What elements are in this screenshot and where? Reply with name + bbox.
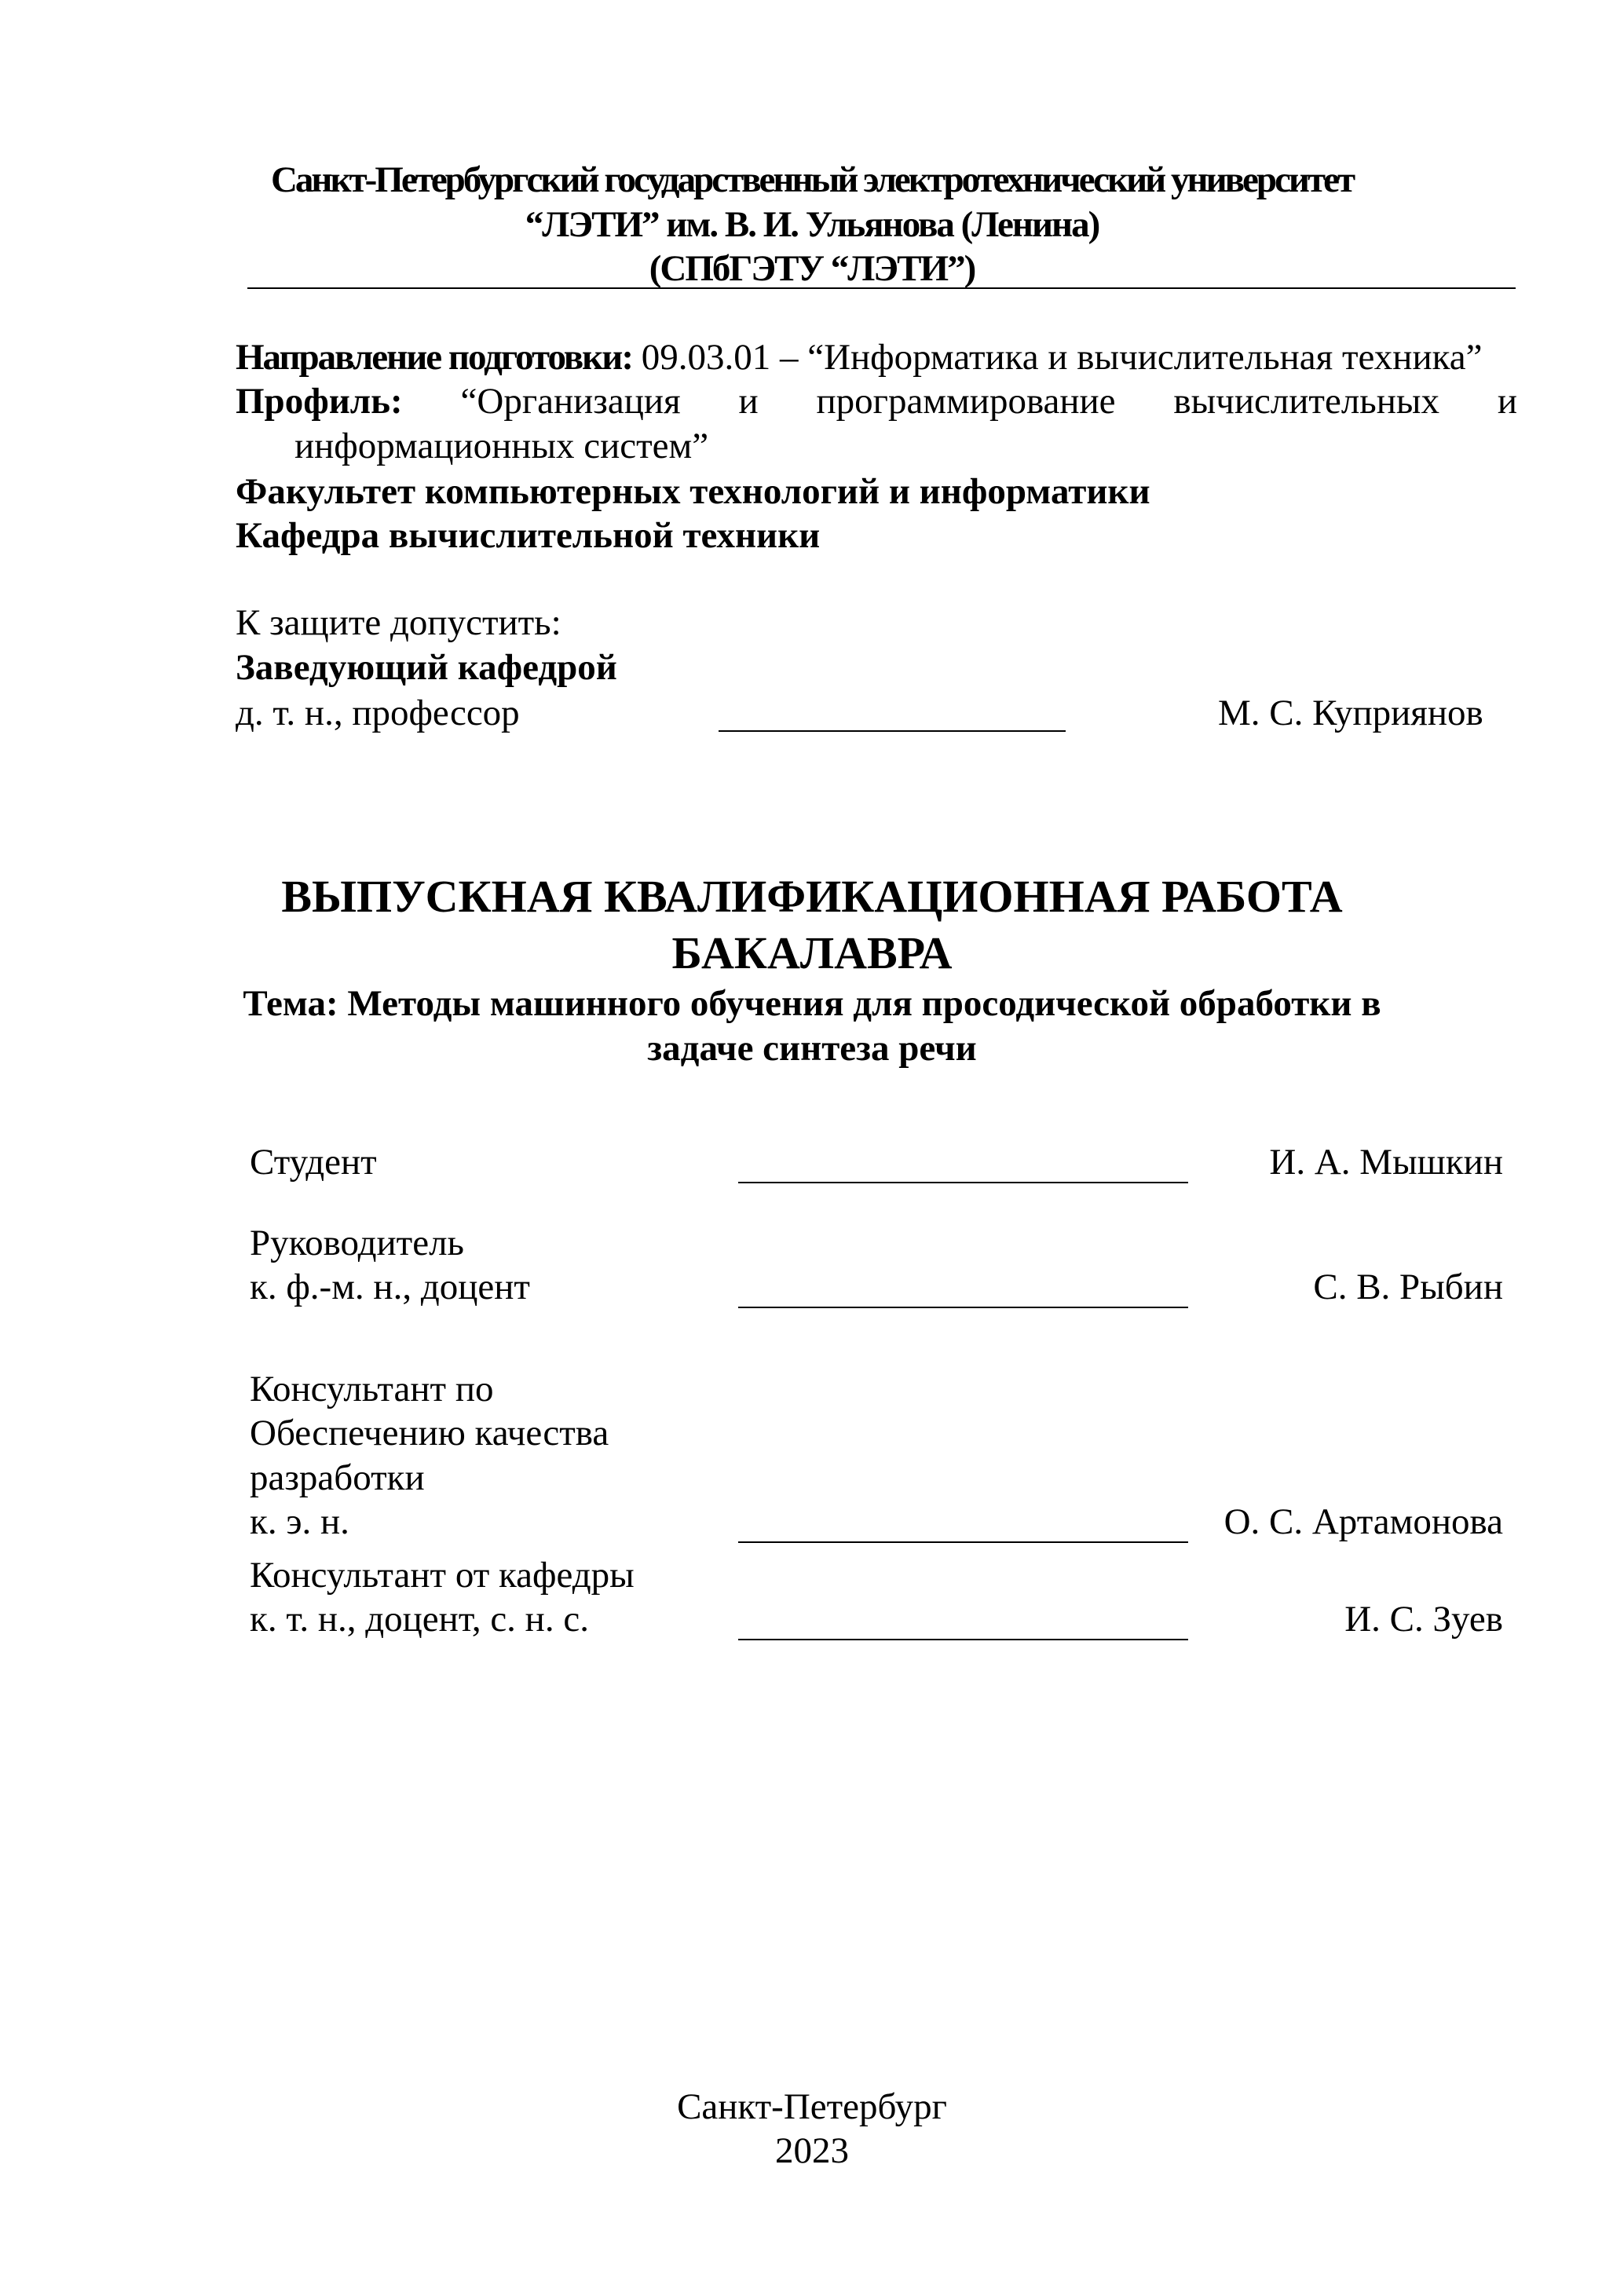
topic-line1: Тема: Методы машинного обучения для просодической обработки в [243, 983, 1381, 1024]
student-name: И. А. Мышкин [1269, 1142, 1503, 1183]
qa-role-line1: Консультант по [250, 1369, 494, 1409]
profile-continuation: информационных систем” [294, 426, 709, 466]
direction-label: Направление подготовки: [236, 337, 632, 378]
supervisor-name: С. В. Рыбин [1313, 1267, 1503, 1307]
header-divider [247, 287, 1516, 289]
profile-word: программирование [816, 381, 1116, 422]
profile-word: “Организация [460, 381, 681, 422]
head-signature-line [719, 730, 1066, 732]
year: 2023 [775, 2130, 849, 2171]
direction-value: 09.03.01 – “Информатика и вычислительная техника” [641, 337, 1483, 378]
qa-name: О. С. Артамонова [1223, 1501, 1503, 1542]
student-signature-line [738, 1182, 1188, 1183]
university-abbr: (СПбГЭТУ “ЛЭТИ”) [649, 248, 975, 289]
dept-consultant-role: Консультант от кафедры [250, 1555, 635, 1596]
city: Санкт-Петербург [677, 2086, 947, 2127]
admit-text: К защите допустить: [236, 602, 561, 643]
dept-consultant-degree: к. т. н., доцент, с. н. с. [250, 1599, 589, 1640]
head-name: М. С. Куприянов [1218, 693, 1483, 733]
work-title-line1: ВЫПУСКНАЯ КВАЛИФИКАЦИОННАЯ РАБОТА [281, 871, 1343, 922]
university-named: “ЛЭТИ” им. В. И. Ульянова (Ленина) [525, 204, 1099, 245]
head-role: Заведующий кафедрой [236, 647, 617, 688]
qa-role-line2: Обеспечению качества [250, 1413, 609, 1453]
supervisor-role: Руководитель [250, 1223, 464, 1263]
work-title-line2: БАКАЛАВРА [671, 927, 953, 978]
faculty: Факультет компьютерных технологий и информатики [236, 471, 1150, 512]
dept-consultant-name: И. С. Зуев [1344, 1599, 1503, 1640]
supervisor-degree: к. ф.-м. н., доцент [250, 1267, 530, 1307]
direction-line [236, 335, 1482, 379]
qa-degree: к. э. н. [250, 1501, 349, 1542]
qa-signature-line [738, 1541, 1188, 1543]
department: Кафедра вычислительной техники [236, 515, 821, 556]
profile-label: Профиль: [236, 381, 403, 422]
profile-word: и [738, 381, 759, 422]
topic-line2: задаче синтеза речи [647, 1028, 977, 1069]
profile-line [236, 379, 1517, 423]
profile-word: вычислительных [1173, 381, 1439, 422]
supervisor-signature-line [738, 1307, 1188, 1308]
dept-consultant-signature-line [738, 1639, 1188, 1640]
head-degree: д. т. н., профессор [236, 693, 520, 733]
profile-word: и [1497, 381, 1517, 422]
student-role: Студент [250, 1142, 377, 1183]
qa-role-line3: разработки [250, 1457, 425, 1498]
university-name: Санкт-Петербургский государственный электротехнический университет [270, 159, 1354, 200]
